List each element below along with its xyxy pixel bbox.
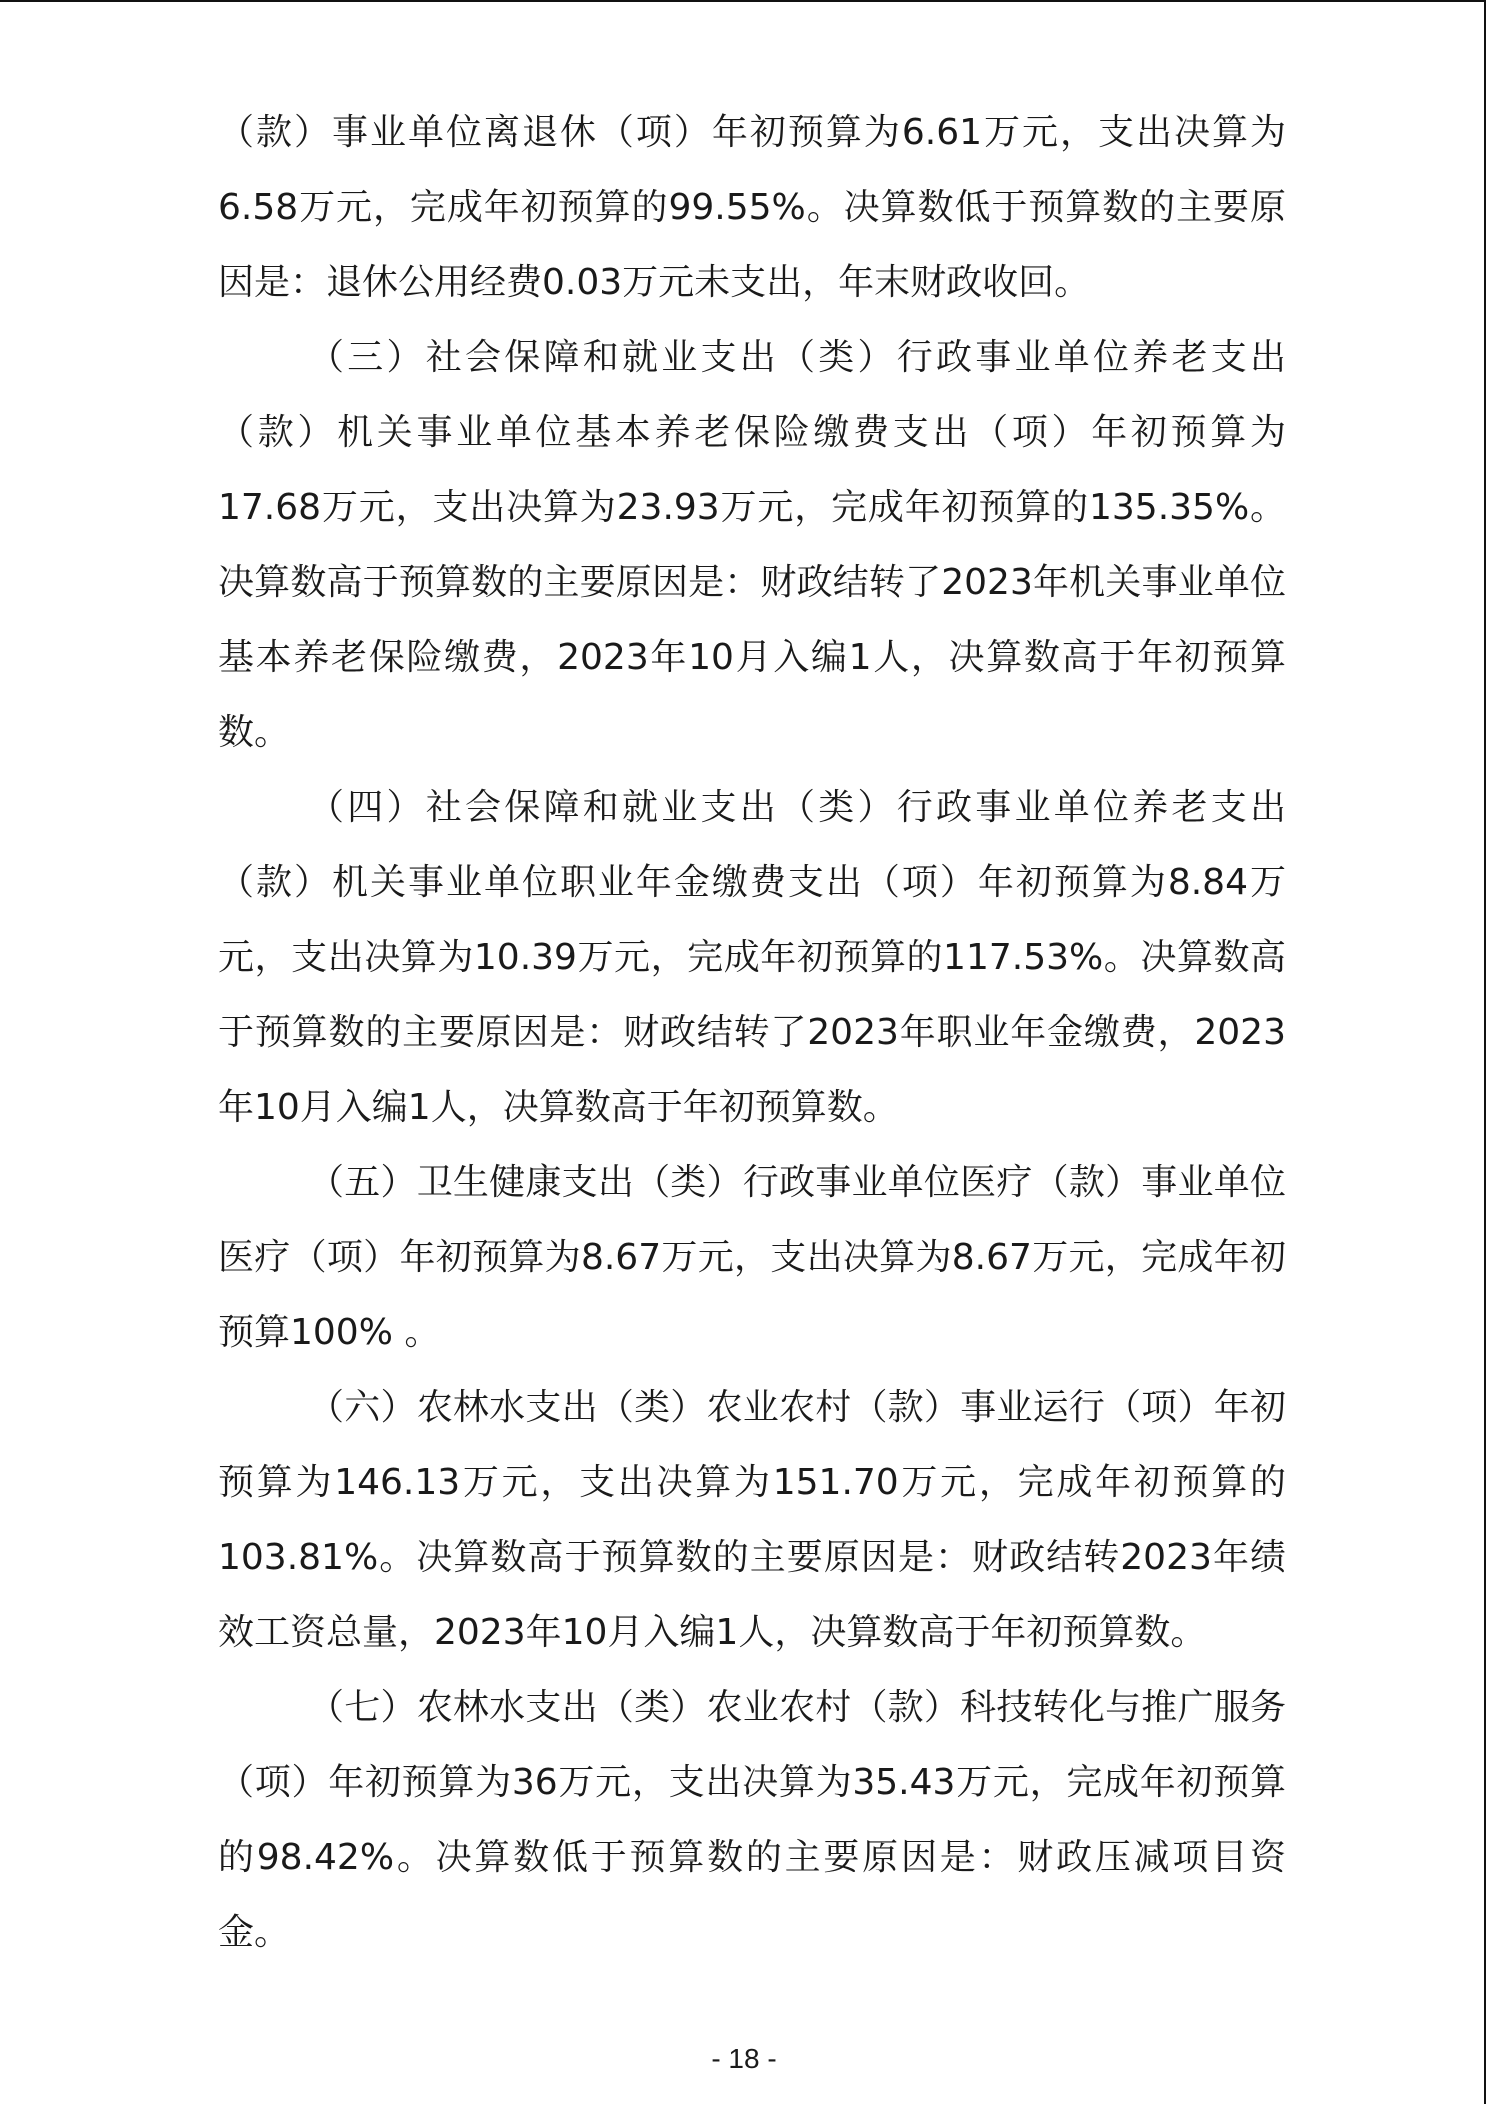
paragraph-item-6: （六）农林水支出（类）农业农村（款）事业运行（项）年初预算为146.13万元，支出决算为151.70万元，完成年初预算的103.81%。决算数高于预算数的主要原因是：财政结转2023年绩效工资总量，2023年10月入编1人，决算数高于年初预算数。 <box>218 1387 1286 1653</box>
page-number: - 18 - <box>711 2043 777 2074</box>
paragraph-item-7: （七）农林水支出（类）农业农村（款）科技转化与推广服务（项）年初预算为36万元，支出决算为35.43万元，完成年初预算的98.42%。决算数低于预算数的主要原因是：财政压减项目资金。 <box>218 1687 1286 1953</box>
paragraph-continued: （款）事业单位离退休（项）年初预算为6.61万元，支出决算为6.58万元，完成年初预算的99.55%。决算数低于预算数的主要原因是：退休公用经费0.03万元未支出，年末财政收回。 <box>218 112 1286 303</box>
paragraph-item-5: （五）卫生健康支出（类）行政事业单位医疗（款）事业单位医疗（项）年初预算为8.67万元，支出决算为8.67万元，完成年初预算100% 。 <box>218 1162 1286 1353</box>
paragraph-item-3: （三）社会保障和就业支出（类）行政事业单位养老支出（款）机关事业单位基本养老保险缴费支出（项）年初预算为17.68万元，支出决算为23.93万元，完成年初预算的135.35%。决算数高于预算数的主要原因是：财政结转了2023年机关事业单位基本养老保险缴费，2023年10月入编1人，决算数高于年初预算数。 <box>218 337 1286 753</box>
paragraph-item-4: （四）社会保障和就业支出（类）行政事业单位养老支出（款）机关事业单位职业年金缴费支出（项）年初预算为8.84万元，支出决算为10.39万元，完成年初预算的117.53%。决算数高于预算数的主要原因是：财政结转了2023年职业年金缴费，2023年10月入编1人，决算数高于年初预算数。 <box>218 787 1286 1128</box>
document-body <box>218 95 1286 1970</box>
